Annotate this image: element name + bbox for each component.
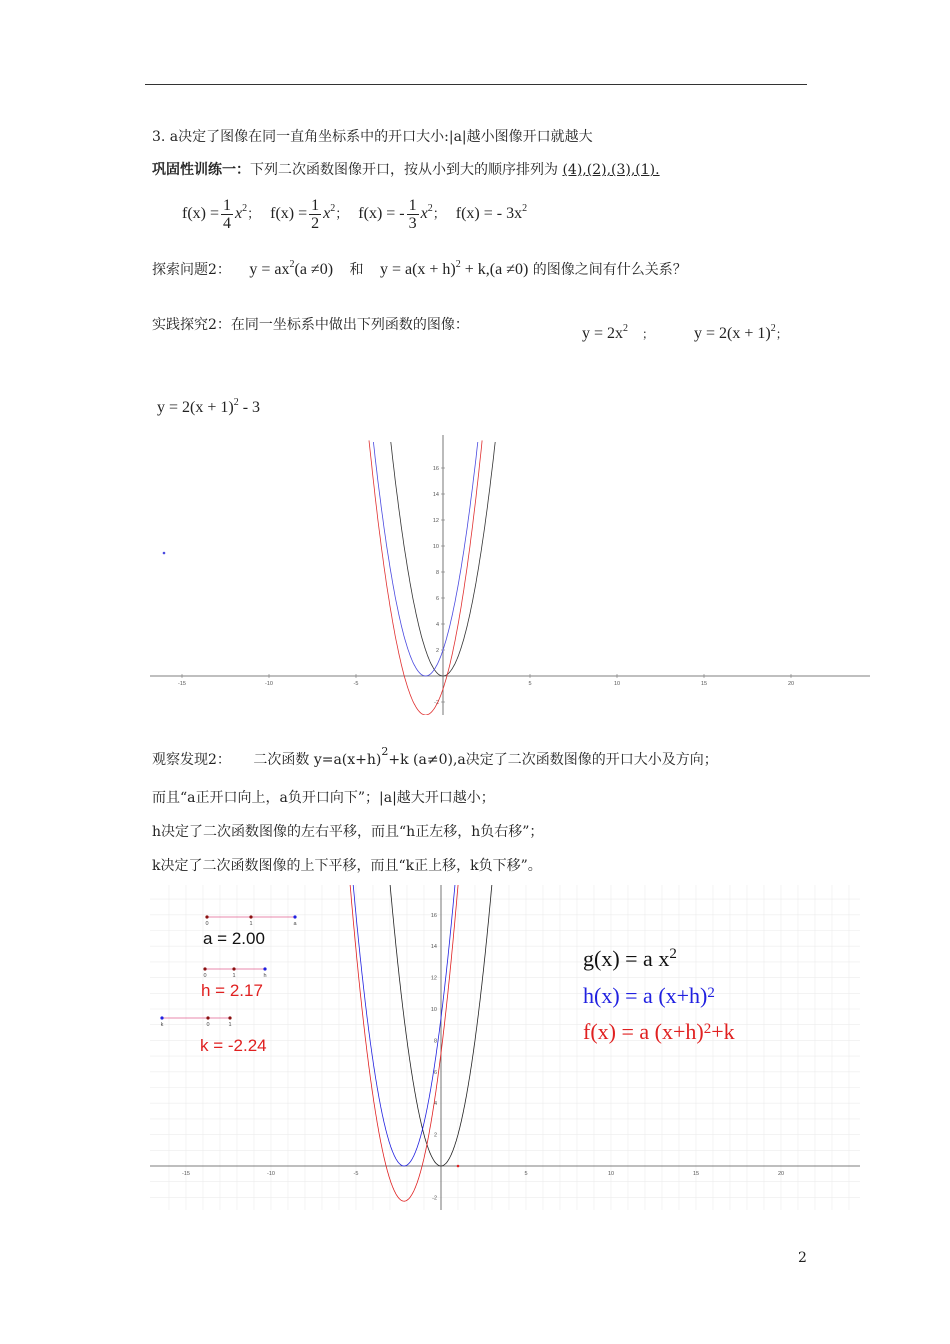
point-marker — [457, 1165, 460, 1168]
x-tick-label: 5 — [528, 681, 532, 687]
line-3: k决定了二次函数图像的上下平移，而且“k正上移，k负下移”。 — [152, 858, 542, 874]
f2-fraction: $\frac{1}{2}$ — [311, 197, 320, 232]
x-tick-label: 15 — [700, 681, 708, 687]
practice-2-eq2: $y = 2(x + 1)^2$； — [694, 323, 788, 342]
f2-var: x — [323, 205, 331, 223]
slider-k-tick: 0 — [206, 1022, 210, 1028]
y-tick-label: -2 — [432, 1195, 437, 1202]
f3-fraction: $\frac{1}{3}$ — [408, 197, 417, 232]
y-tick-label: 6 — [435, 596, 439, 602]
graph-1 — [150, 435, 870, 715]
y-tick-label: 14 — [432, 492, 439, 498]
explore-2-and: 和 — [349, 262, 364, 278]
y-tick-label: 10 — [432, 544, 439, 550]
practice-2-eq3: $y = 2(x + 1)^2 - 3$ — [157, 397, 261, 416]
item-3-text: 3. a决定了图像在同一直角坐标系中的开口大小:|a|越小图像开口就越大 — [152, 129, 593, 145]
f1-sep: ； — [247, 206, 261, 222]
curve-red — [369, 440, 482, 715]
slider-a-tick: a — [293, 921, 297, 927]
slider-k-dot — [228, 1016, 231, 1019]
f4: f(x) = - 3x — [455, 205, 523, 223]
explore-2-eq2: y = a(x + h) — [379, 261, 456, 278]
formula-f: f(x) = a $(x+h)^2+k$ — [583, 1019, 735, 1044]
slider-a-value: a = 2.00 — [203, 929, 265, 948]
x-tick-label: 5 — [524, 1171, 528, 1177]
observe-2-text-a: 二次函数 y=a(x+h) — [253, 752, 382, 768]
observe-2-label: 观察发现2： — [152, 752, 231, 768]
function-list: f(x) = $\frac{1}{4}$ $x^2$； f(x) = $\frac{1}{2}$ $x^2$； f(x) = - $\frac{1}{3}$ $x^2$； f(x) = - $3x^2$ — [182, 197, 528, 232]
f1-lhs: f(x) = — [182, 205, 220, 223]
explore-2-eq1: y = ax — [249, 261, 290, 278]
y-tick-label: 14 — [430, 944, 437, 951]
x-tick-label: 10 — [607, 1171, 615, 1177]
slider-a-dot — [205, 915, 208, 918]
page-number: 2 — [798, 1250, 807, 1266]
x-tick-label: 15 — [692, 1171, 700, 1177]
exercise-1-text: 下列二次函数图像开口，按从小到大的顺序排列为 — [250, 162, 558, 178]
slider-h-knob — [263, 967, 266, 970]
stray-point — [163, 552, 166, 555]
exercise-1-answer: (4),(2),(3),(1). — [562, 162, 660, 178]
line-1: 而且“a正开口向上，a负开口向下”；|a|越大开口越小； — [152, 790, 495, 806]
y-tick-label: 6 — [433, 1069, 437, 1076]
slider-h-dot — [203, 967, 206, 970]
exercise-1-label: 巩固性训练一： — [152, 162, 250, 178]
y-tick-label: 12 — [432, 518, 439, 524]
x-tick-label: -10 — [267, 1171, 275, 1177]
y-tick-label: 16 — [432, 466, 439, 472]
observe-2: 观察发现2： 二次函数 $y=a(x+h)^2+k$ (a≠0),a决定了二次函数图像的开口大小及方向； — [152, 745, 718, 768]
slider-k-tick: k — [160, 1022, 164, 1028]
slider-k-value: k = -2.24 — [200, 1036, 267, 1055]
y-tick-label: 8 — [433, 1038, 437, 1045]
x-tick-label: -15 — [178, 681, 186, 687]
slider-k-tick: 1 — [228, 1022, 232, 1028]
y-tick-label: -2 — [434, 700, 439, 706]
x-tick-label: -5 — [353, 681, 359, 687]
formula-h: h(x) = a $(x+h)^2$ — [583, 983, 715, 1008]
explore-2: 探索问题2： $y = ax^2(a \ne 0)$ 和 $y = a(x + h)^2 + k,(a \ne 0)$ 的图像之间有什么关系？ — [152, 259, 687, 278]
slider-k-dot — [206, 1016, 209, 1019]
observe-2-text-b: +k (a≠0),a决定了二次函数图像的开口大小及方向； — [388, 752, 718, 768]
x-tick-label: -15 — [182, 1171, 190, 1177]
explore-2-tail: 的图像之间有什么关系？ — [532, 262, 687, 278]
f3-var: x — [420, 205, 428, 223]
f3-sep: ； — [432, 206, 446, 222]
slider-a-dot — [249, 915, 252, 918]
y-tick-label: 10 — [430, 1007, 437, 1013]
x-tick-label: 20 — [787, 681, 795, 687]
line-2: h决定了二次函数图像的左右平移，而且“h正左移，h负右移”； — [152, 824, 544, 840]
slider-a-tick: 1 — [249, 921, 253, 927]
f2-sep: ； — [335, 206, 349, 222]
practice-2-label: 实践探究2：在同一坐标系中做出下列函数的图像： — [152, 317, 469, 333]
f3-lhs: f(x) = - — [358, 205, 405, 223]
y-tick-label: 16 — [430, 912, 437, 919]
formula-g: g(x) = a $x^2$ — [583, 946, 677, 971]
slider-h-tick: h — [263, 973, 267, 979]
y-tick-label: 8 — [435, 570, 439, 576]
exercise-1 — [152, 161, 660, 179]
x-tick-label: 20 — [777, 1171, 785, 1177]
y-tick-label: 12 — [430, 975, 437, 982]
f1-fraction: $\frac{1}{4}$ — [223, 197, 232, 232]
curve-f — [349, 885, 460, 1201]
x-tick-label: -10 — [265, 681, 273, 687]
explore-2-label: 探索问题2： — [152, 262, 231, 278]
y-tick-label: 4 — [433, 1101, 437, 1108]
y-tick-label: 4 — [435, 622, 439, 628]
curve-blue — [373, 442, 477, 676]
x-tick-label: -5 — [353, 1171, 359, 1177]
y-tick-label: 2 — [433, 1132, 437, 1139]
x-tick-label: 10 — [613, 681, 621, 687]
f1-var: x — [235, 205, 243, 223]
header-rule — [145, 84, 807, 85]
slider-a-tick: 0 — [205, 921, 209, 927]
y-tick-label: 2 — [435, 648, 439, 654]
practice-2-eq1: $y = 2x^2$ ； — [582, 323, 655, 342]
slider-h-tick: 0 — [203, 973, 207, 979]
slider-h-tick: 1 — [232, 973, 236, 979]
slider-k-knob — [160, 1016, 163, 1019]
slider-h-dot — [232, 967, 235, 970]
slider-h-value: h = 2.17 — [201, 981, 263, 1000]
slider-a-knob — [293, 915, 296, 918]
f2-lhs: f(x) = — [270, 205, 308, 223]
